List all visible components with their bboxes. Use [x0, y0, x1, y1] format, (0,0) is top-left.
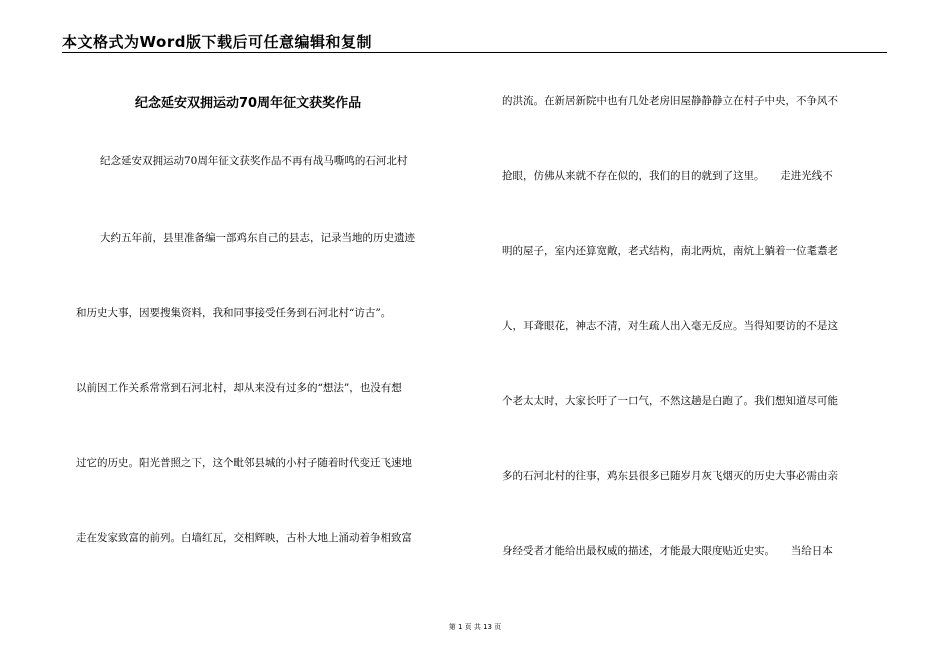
download-banner: 本文格式为Word版下载后可任意编辑和复制 — [62, 33, 372, 51]
text-line: 抢眼，仿佛从来就不存在似的，我们的目的就到了这里。 走进光线不 — [502, 170, 833, 182]
text-line: 多的石河北村的往事，鸡东县很多已随岁月灰飞烟灭的历史大事必需由亲 — [502, 470, 838, 482]
text-line: 和历史大事，因要搜集资料，我和同事接受任务到石河北村“访古”。 — [76, 307, 392, 319]
text-line: 以前因工作关系常常到石河北村，却从来没有过多的“想法”，也没有想 — [76, 382, 402, 394]
text-line: 的洪流。在新居新院中也有几处老房旧屋静静静立在村子中央，不争风不 — [502, 95, 838, 107]
text-line: 明的屋子，室内还算宽敞，老式结构，南北两炕，南炕上躺着一位耄耋老 — [502, 245, 838, 257]
text-line: 过它的历史。阳光普照之下，这个毗邻县城的小村子随着时代变迁飞速地 — [76, 457, 412, 469]
page-number: 第 1 页 共 13 页 — [448, 623, 502, 631]
text-line: 人，耳聋眼花，神志不清，对生疏人出入毫无反应。当得知要访的不是这 — [502, 320, 838, 332]
text-line: 走在发家致富的前列。白墙红瓦，交相辉映，古朴大地上涌动着争相致富 — [76, 532, 412, 544]
text-line: 身经受者才能给出最权威的描述，才能最大限度贴近史实。 当给日本 — [502, 545, 833, 557]
banner-divider — [62, 52, 887, 53]
text-line: 个老太太时，大家长吁了一口气，不然这趟是白跑了。我们想知道尽可能 — [502, 395, 838, 407]
document-title: 纪念延安双拥运动70周年征文获奖作品 — [135, 96, 362, 111]
text-line: 大约五年前，县里准备编一部鸡东自己的县志，记录当地的历史遗迹 — [100, 232, 415, 244]
text-line: 纪念延安双拥运动70周年征文获奖作品不再有战马嘶鸣的石河北村 — [100, 155, 408, 167]
